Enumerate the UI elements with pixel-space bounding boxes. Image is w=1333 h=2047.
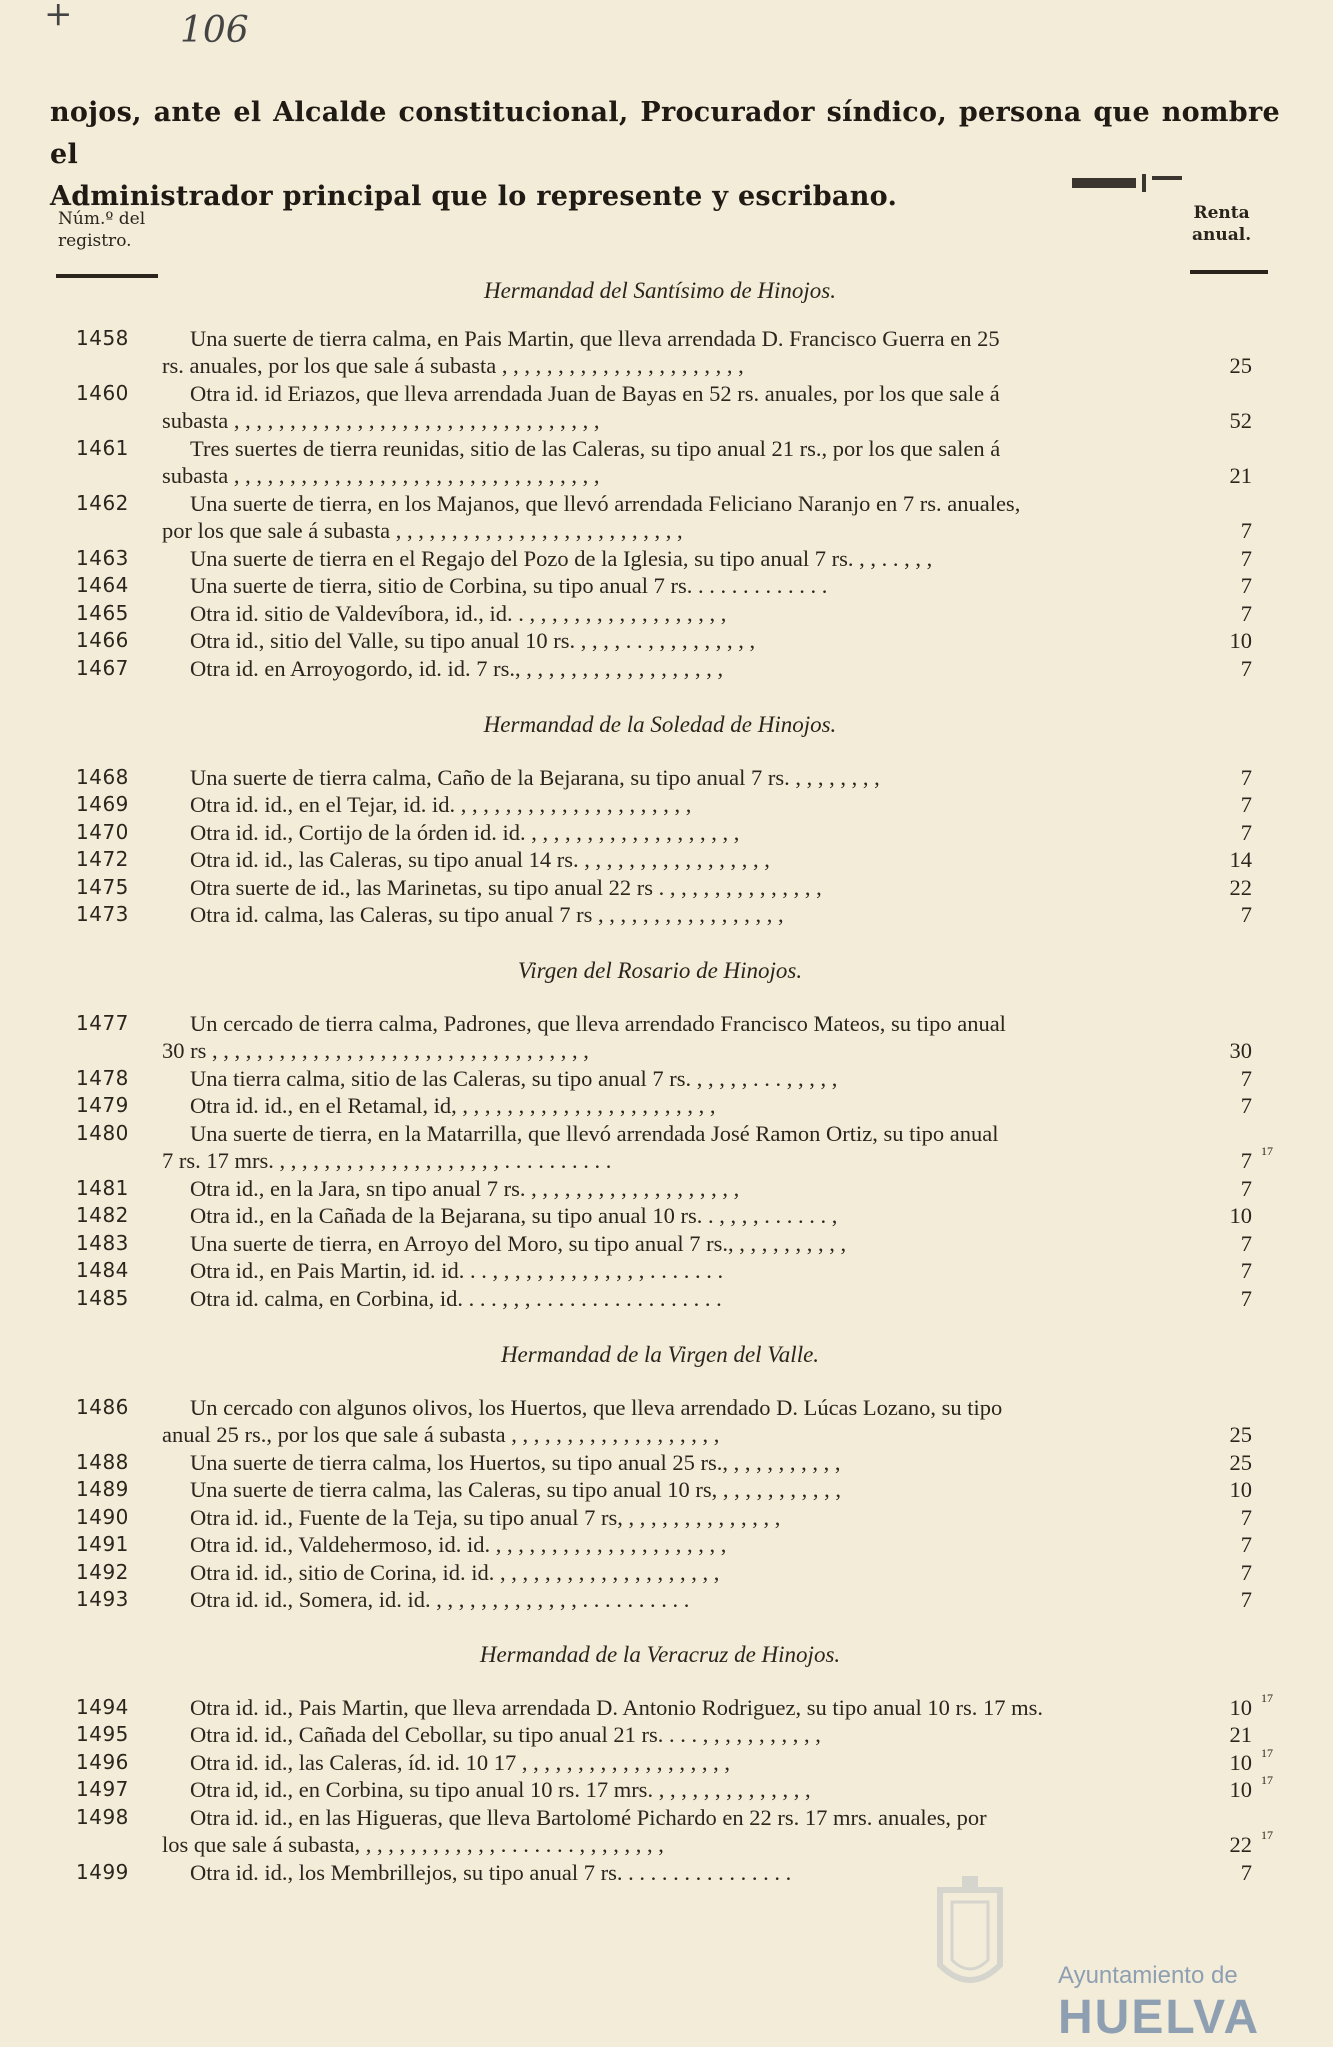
annual-rent: 10 xyxy=(1229,1695,1252,1720)
rent-maravedis: 17 xyxy=(1261,1691,1273,1705)
register-number: 1458 xyxy=(76,326,129,350)
entry-description: Una tierra calma, sitio de las Caleras, su tipo anual 7 rs. , , , , , . . . , , , , , xyxy=(190,1066,838,1091)
rent-maravedis: 17 xyxy=(1261,1144,1273,1158)
annual-rent: 7 xyxy=(1240,1066,1252,1091)
annual-rent: 10 xyxy=(1229,1477,1252,1502)
register-number: 1498 xyxy=(76,1805,129,1829)
entry-description: Tres suertes de tierra reunidas, sitio de las Caleras, su tipo anual 21 rs., por los que salen á xyxy=(190,436,1001,461)
register-number: 1472 xyxy=(76,847,129,871)
annual-rent: 7 xyxy=(1240,765,1252,790)
register-number: 1481 xyxy=(76,1176,129,1200)
section-title: Hermandad de la Soledad de Hinojos. xyxy=(483,712,837,737)
annual-rent: 7 xyxy=(1240,1587,1252,1612)
register-number: 1486 xyxy=(76,1395,129,1419)
register-number: 1495 xyxy=(76,1722,129,1746)
watermark-line-1: Ayuntamiento de xyxy=(1058,1962,1238,1989)
register-number: 1490 xyxy=(76,1505,129,1529)
column-header-number-line1: Núm.º del xyxy=(58,209,146,229)
entry-description: Otra id. id., los Membrillejos, su tipo anual 7 rs. . . . . . . . . . . . . . . . xyxy=(190,1860,792,1885)
entry-description: Otra id., sitio del Valle, su tipo anual 10 rs. , , , , . . , , , , , , , , , , xyxy=(190,628,756,653)
stamp-mark xyxy=(1072,174,1184,196)
annual-rent: 10 xyxy=(1229,628,1252,653)
annual-rent: 7 xyxy=(1240,1560,1252,1585)
entry-description: rs. anuales, por los que sale á subasta , , , , , , , , , , , , , , , , , , , , , , xyxy=(162,353,744,378)
heading-line-2: Administrador principal que lo represente y escribano. xyxy=(50,181,898,212)
annual-rent: 7 xyxy=(1240,902,1252,927)
annual-rent: 7 xyxy=(1240,1532,1252,1557)
register-number: 1485 xyxy=(76,1286,129,1310)
annual-rent: 7 xyxy=(1240,1860,1252,1885)
register-number: 1468 xyxy=(76,765,129,789)
annual-rent: 7 xyxy=(1240,1505,1252,1530)
entry-description: Otra id. id., Valdehermoso, id. id. , , , , , , , , , , , , , , , , , , , , , xyxy=(190,1532,727,1557)
register-number: 1467 xyxy=(76,656,129,680)
register-number: 1484 xyxy=(76,1258,129,1282)
register-number: 1470 xyxy=(76,820,129,844)
register-number: 1496 xyxy=(76,1750,129,1774)
page-heading xyxy=(50,92,1280,218)
register-number: 1469 xyxy=(76,792,129,816)
register-number: 1477 xyxy=(76,1011,129,1035)
annual-rent: 7 xyxy=(1240,1231,1252,1256)
annual-rent: 22 xyxy=(1229,875,1252,900)
entry-description: 30 rs , , , , , , , , , , , , , , , , , , , , , , , , , , , , , , , , , , xyxy=(162,1038,589,1063)
annual-rent: 7 xyxy=(1240,546,1252,571)
column-header-rent-line2: anual. xyxy=(1192,225,1252,245)
register-number: 1494 xyxy=(76,1695,129,1719)
register-number: 1464 xyxy=(76,573,129,597)
rent-maravedis: 17 xyxy=(1261,1828,1273,1842)
entry-description: anual 25 rs., por los que sale á subasta , , , , , , , , , , , , , , , , , , , xyxy=(162,1422,720,1447)
heading-line-1: nojos, ante el Alcalde constitucional, Procurador síndico, persona que nombre el xyxy=(50,97,1280,170)
register-number: 1499 xyxy=(76,1860,129,1884)
entry-description: Otra id. id Eriazos, que lleva arrendada Juan de Bayas en 52 rs. anuales, por los que sale á xyxy=(190,381,1000,406)
entry-description: 7 rs. 17 mrs. , , , , , , , , , , , , , , , , , , , , . . . . . . . . . . xyxy=(162,1148,612,1173)
entry-description: Otra id. id., las Caleras, su tipo anual 14 rs. , , , , , , , , , , , , , , , , , xyxy=(190,847,770,872)
annual-rent: 22 xyxy=(1229,1832,1252,1857)
annual-rent: 7 xyxy=(1240,656,1252,681)
register-number: 1492 xyxy=(76,1560,129,1584)
column-rule-left xyxy=(56,274,158,278)
register-number: 1466 xyxy=(76,628,129,652)
annual-rent: 10 xyxy=(1229,1203,1252,1228)
register-number: 1497 xyxy=(76,1777,129,1801)
annual-rent: 25 xyxy=(1229,353,1252,378)
entry-description: Otra id. en Arroyogordo, id. id. 7 rs., , , , , , , , , , , , , , , , , , , xyxy=(190,656,724,681)
annual-rent: 25 xyxy=(1229,1422,1252,1447)
entry-description: Otra id., en la Jara, sn tipo anual 7 rs. , , , , , , , , , , , , , , , , , , , xyxy=(190,1176,740,1201)
annual-rent: 7 xyxy=(1240,820,1252,845)
rent-maravedis: 17 xyxy=(1261,1746,1273,1760)
register-number: 1473 xyxy=(76,902,129,926)
register-number: 1489 xyxy=(76,1477,129,1501)
register-number: 1482 xyxy=(76,1203,129,1227)
entry-description: Una suerte de tierra calma, las Caleras, su tipo anual 10 rs, , , , , , , , , , , , xyxy=(190,1477,842,1502)
register-number: 1460 xyxy=(76,381,129,405)
handwritten-page-number: 106 xyxy=(180,10,249,51)
entry-description: Otra suerte de id., las Marinetas, su tipo anual 22 rs . , , , , , , , , , , , , , , xyxy=(190,875,822,900)
annual-rent: 10 xyxy=(1229,1777,1252,1802)
annual-rent: 25 xyxy=(1229,1450,1252,1475)
column-header-number-line2: registro. xyxy=(58,231,132,251)
register-number: 1478 xyxy=(76,1066,129,1090)
entry-description: subasta , , , , , , , , , , , , , , , , , , , , , , , , , , , , , , , , , xyxy=(162,463,600,488)
register-number: 1483 xyxy=(76,1231,129,1255)
annual-rent: 14 xyxy=(1229,847,1252,872)
entry-description: Otra id. id., sitio de Corina, id. id. , , , , , , , , , , , , , , , , , , , , xyxy=(190,1560,720,1585)
entry-description: Otra id. id., Cañada del Cebollar, su tipo anual 21 rs. . . . , , , , , , , , , , , xyxy=(190,1722,821,1747)
section-title: Hermandad del Santísimo de Hinojos. xyxy=(483,278,836,303)
annual-rent: 7 xyxy=(1240,1176,1252,1201)
entry-description: Otra id. id., en las Higueras, que lleva Bartolomé Pichardo en 22 rs. 17 mrs. anuales, por xyxy=(190,1805,987,1830)
entry-description: Una suerte de tierra calma, los Huertos, su tipo anual 25 rs., , , , , , , , , , , xyxy=(190,1450,841,1475)
handwritten-mark: + xyxy=(44,0,73,34)
register-number: 1491 xyxy=(76,1532,129,1556)
entry-description: Otra id. id., en el Tejar, id. id. , , , , , , , , , , , , , , , , , , , , , xyxy=(190,792,692,817)
annual-rent: 7 xyxy=(1240,1093,1252,1118)
entry-description: Otra id. id., las Caleras, íd. id. 10 17 , , , , , , , , , , , , , , , , , , , xyxy=(190,1750,730,1775)
entry-description: Otra id, id., en Corbina, su tipo anual 10 rs. 17 mrs. , , , , , , , , , , , , , , xyxy=(190,1777,811,1802)
entry-description: Una suerte de tierra, en la Matarrilla, que llevó arrendada José Ramon Ortiz, su tipo anual xyxy=(190,1121,999,1146)
entry-description: Otra id. id., Cortijo de la órden id. id. , , , , , , , , , , , , , , , , , , , xyxy=(190,820,740,845)
entry-description: Otra id. calma, en Corbina, id. . . . , , , . . . . . . . . . . . . . . . . . xyxy=(190,1286,722,1311)
section-title: Hermandad de la Veracruz de Hinojos. xyxy=(479,1642,841,1667)
section-title: Hermandad de la Virgen del Valle. xyxy=(500,1342,820,1367)
entry-description: Otra id. id., Fuente de la Teja, su tipo anual 7 rs, , , , , , , , , , , , , , , xyxy=(190,1505,781,1530)
register-number: 1493 xyxy=(76,1587,129,1611)
entry-description: Otra id., en Pais Martin, id. id. . . , , , , , , , , , , , , , , . . . . . . . xyxy=(190,1258,724,1283)
register-number: 1480 xyxy=(76,1121,129,1145)
entry-description: Una suerte de tierra calma, Caño de la Bejarana, su tipo anual 7 rs. , , , , , , , , xyxy=(190,765,880,790)
register-number: 1462 xyxy=(76,491,129,515)
annual-rent: 7 xyxy=(1240,518,1252,543)
annual-rent: 21 xyxy=(1229,1722,1252,1747)
rent-maravedis: 17 xyxy=(1261,1773,1273,1787)
register-number: 1461 xyxy=(76,436,129,460)
entry-description: Un cercado de tierra calma, Padrones, que lleva arrendado Francisco Mateos, su tipo anual xyxy=(190,1011,1006,1036)
annual-rent: 7 xyxy=(1240,1148,1252,1173)
entry-description: Una suerte de tierra calma, en Pais Martin, que lleva arrendada D. Francisco Guerra en 25 xyxy=(190,326,1000,351)
section-title: Virgen del Rosario de Hinojos. xyxy=(517,958,803,983)
entry-description: subasta , , , , , , , , , , , , , , , , , , , , , , , , , , , , , , , , , xyxy=(162,408,600,433)
register-number: 1463 xyxy=(76,546,129,570)
annual-rent: 21 xyxy=(1229,463,1252,488)
entry-description: los que sale á subasta, , , , , , , , , , , , , . . . . . . . , , , , , , , , xyxy=(162,1832,664,1857)
watermark-line-2: HUELVA xyxy=(1058,1991,1261,2044)
register-number: 1465 xyxy=(76,601,129,625)
entry-description: Un cercado con algunos olivos, los Huertos, que lleva arrendado D. Lúcas Lozano, su tipo xyxy=(190,1395,1003,1420)
entry-description: Una suerte de tierra, en los Majanos, que llevó arrendada Feliciano Naranjo en 7 rs. anuales, xyxy=(190,491,1021,516)
entry-description: Otra id. id., Pais Martin, que lleva arrendada D. Antonio Rodriguez, su tipo anual 10 rs. 17 ms. xyxy=(190,1695,1043,1720)
column-header-number xyxy=(58,208,145,252)
annual-rent: 30 xyxy=(1229,1038,1252,1063)
entry-description: Otra id. calma, las Caleras, su tipo anual 7 rs , , , , , , , , , , , , , , , , , xyxy=(190,902,784,927)
column-rule-right xyxy=(1190,270,1268,274)
entry-description: Otra id. id., en el Retamal, id, , , , , , , , , , , , , , , , , , , , , , , , xyxy=(190,1093,716,1118)
entry-description: Una suerte de tierra, sitio de Corbina, su tipo anual 7 rs. . . . . . . . . . . . . xyxy=(190,573,828,598)
register-number: 1488 xyxy=(76,1450,129,1474)
column-header-rent xyxy=(1192,202,1251,246)
register-number: 1479 xyxy=(76,1093,129,1117)
annual-rent: 7 xyxy=(1240,792,1252,817)
annual-rent: 10 xyxy=(1229,1750,1252,1775)
entry-description: Una suerte de tierra, en Arroyo del Moro, su tipo anual 7 rs., , , , , , , , , , , xyxy=(190,1231,847,1256)
entry-description: Otra id. id., Somera, id. id. , , , , , , , , , , , , , . . . . . . . . . . xyxy=(190,1587,690,1612)
entry-description: Otra id., en la Cañada de la Bejarana, su tipo anual 10 rs. . , , , , . . . . . . , xyxy=(190,1203,838,1228)
annual-rent: 7 xyxy=(1240,1286,1252,1311)
annual-rent: 7 xyxy=(1240,601,1252,626)
entry-description: por los que sale á subasta , , , , , , , , , , , , , , , , , , , , , , , , , , xyxy=(162,518,683,543)
entry-description: Una suerte de tierra en el Regajo del Pozo de la Iglesia, su tipo anual 7 rs. , , . . , , , xyxy=(190,546,933,571)
annual-rent: 52 xyxy=(1229,408,1252,433)
register-number: 1475 xyxy=(76,875,129,899)
entry-description: Otra id. sitio de Valdevíbora, id., id. . , , , , , , , , , , , , , , , , , , xyxy=(190,601,727,626)
annual-rent: 7 xyxy=(1240,1258,1252,1283)
annual-rent: 7 xyxy=(1240,573,1252,598)
column-header-rent-line1: Renta xyxy=(1193,203,1250,223)
